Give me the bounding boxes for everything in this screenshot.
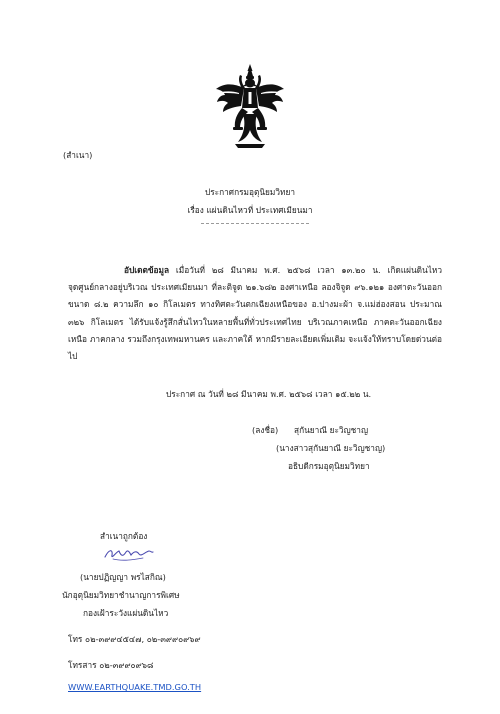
signed-label: (ลงชื่อ) [252, 425, 279, 435]
copy-label: (สำเนา) [63, 150, 93, 160]
signed-name: สุกันยาณี ยะวิญชาญ [294, 425, 369, 435]
signatory-position: อธิบดีกรมอุตุนิยมวิทยา [288, 461, 370, 471]
issuer-heading: ประกาศกรมอุตุนิยมวิทยา [204, 187, 296, 197]
fax-line: โทรสาร ๐๒-๓๙๙๐๙๖๘ [68, 660, 154, 670]
signatory-full-name: (นางสาวสุกันยาณี ยะวิญชาญ) [276, 443, 386, 453]
certified-copy-label: สำเนาถูกต้อง [100, 531, 148, 541]
website-link[interactable]: WWW.EARTHQUAKE.TMD.GO.TH [68, 682, 202, 692]
subject-heading: เรื่อง แผ่นดินไหวที่ ประเทศเมียนมา [187, 205, 313, 215]
certifier-division: กองเฝ้าระวังแผ่นดินไหว [83, 608, 169, 618]
certifier-position: นักอุตุนิยมวิทยาชำนาญการพิเศษ [62, 590, 180, 600]
body-text: เมื่อวันที่ ๒๘ มีนาคม พ.ศ. ๒๕๖๘ เวลา ๑๓.๒๐ น. เกิดแผ่นดินไหว จุดศูนย์กลางอยู่บริเวณ ประเทศเมียนมา ที่ละติจูด ๒๑.๖๘๒ องศาเหนือ ลองจิจูด ๙๖.๑๒๑ องศาตะวันออก ขนาด ๘.๒ ความลึก ๑๐ กิโลเมตร ทางทิศตะวันตกเฉียงเหนือของ อ.ปางมะผ้า จ.แม่ฮ่องสอน ประมาณ ๓๒๖ กิโลเมตร ได้รับแจ้งรู้สึกสั่นไหวในหลายพื้นที่ทั่วประเทศไทย บริเวณภาคเหนือ ภาคตะวันออกเฉียงเหนือ ภาคกลาง รวมถึงกรุงเทพมหานคร และภาคใต้ หากมีรายละเอียดเพิ่มเติม จะแจ้งให้ทราบโดยด่วนต่อไป [68, 265, 442, 362]
issued-line: ประกาศ ณ วันที่ ๒๘ มีนาคม พ.ศ. ๒๕๖๘ เวลา ๑๕.๒๒ น. [166, 389, 372, 399]
handwritten-signature [103, 543, 155, 565]
body-paragraph [68, 262, 442, 365]
phone-line: โทร ๐๒-๓๙๙๔๕๔๗, ๐๒-๓๙๙๐๙๖๙ [68, 634, 201, 644]
certifier-name: (นายปฏิญญา พรไสกิณ) [80, 572, 166, 582]
update-lead: อัปเดตข้อมูล [124, 265, 170, 275]
heading-separator [201, 223, 309, 224]
garuda-emblem-icon [213, 62, 287, 150]
